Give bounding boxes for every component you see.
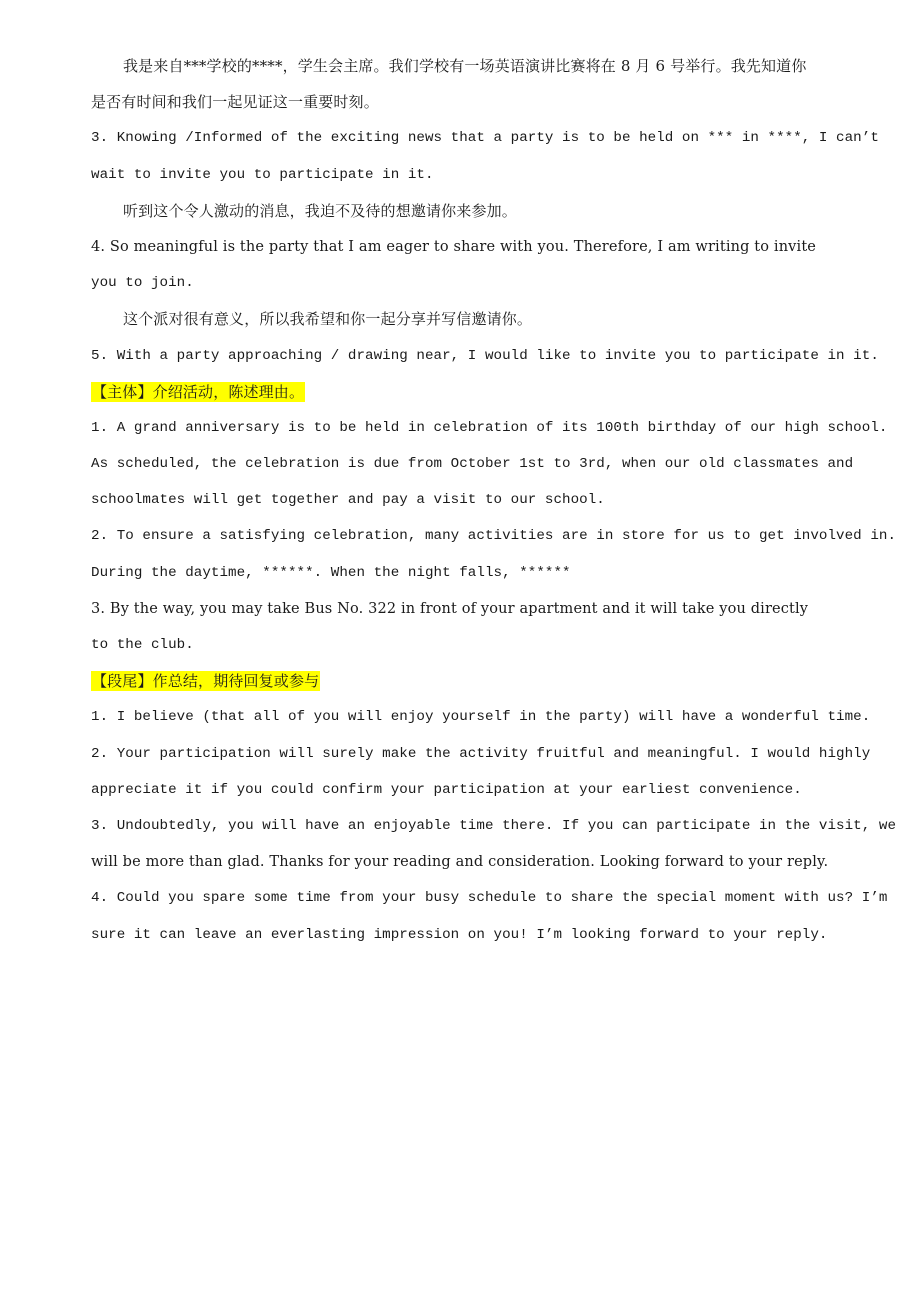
opening-item-5: 5. With a party approaching / drawing near, I would like to invite you to participate in it.: [91, 347, 879, 364]
opening-item-4: 4. So meaningful is the party that I am eager to share with you. Therefore, I am writing to invite: [91, 238, 817, 255]
closing-item-4-cont: sure it can leave an everlasting impression on you! I’m looking forward to your reply.: [91, 926, 828, 943]
body-item-1: 1. A grand anniversary is to be held in celebration of its 100th birthday of our high school.: [91, 419, 888, 436]
body-section-heading-row: [91, 380, 847, 416]
opening-item-4-cont: you to join.: [91, 275, 194, 292]
closing-section-heading-row: [91, 669, 847, 705]
body-item-1-cont: schoolmates will get together and pay a visit to our school.: [91, 492, 605, 509]
body-item-2: 2. To ensure a satisfying celebration, many activities are in store for us to get involved in.: [91, 528, 897, 545]
body-item-2-cont: During the daytime, ******. When the night falls, ******: [91, 564, 571, 581]
closing-item-2-cont: appreciate it if you could confirm your participation at your earliest convenience.: [91, 781, 802, 798]
opening-item-3-cont: wait to invite you to participate in it.: [91, 166, 434, 183]
body-item-3: 3. By the way, you may take Bus No. 322 in front of your apartment and it will take you directly: [91, 600, 809, 617]
closing-item-4: 4. Could you spare some time from your busy schedule to share the special moment with us? I’m: [91, 890, 888, 907]
closing-item-3-cont: will be more than glad. Thanks for your reading and consideration. Looking forward to your reply.: [91, 854, 829, 871]
document-page: [91, 54, 897, 959]
body-section-heading: 【主体】介绍活动，陈述理由。: [92, 382, 305, 401]
closing-section-heading: 【段尾】作总结，期待回复或参与: [92, 672, 320, 691]
opening-item-4-translation: 这个派对很有意义，所以我希望和你一起分享并写信邀请你。: [123, 310, 533, 329]
body-item-3-cont: to the club.: [91, 637, 194, 653]
opening-item-3-translation: 听到这个令人激动的消息，我迫不及待的想邀请你来参加。: [123, 201, 517, 220]
opening-cn-line: 是否有时间和我们一起见证这一重要时刻。: [91, 93, 379, 112]
closing-item-3: 3. Undoubtedly, you will have an enjoyable time there. If you can participate in the visit, we: [91, 817, 897, 834]
opening-item-3: 3. Knowing /Informed of the exciting news that a party is to be held on *** in ****, I can’t: [91, 130, 879, 147]
closing-item-2: 2. Your participation will surely make the activity fruitful and meaningful. I would highly: [91, 745, 871, 762]
body-item-1-cont: As scheduled, the celebration is due from October 1st to 3rd, when our old classmates and: [91, 456, 854, 473]
closing-item-1: 1. I believe (that all of you will enjoy yourself in the party) will have a wonderful time.: [91, 709, 871, 726]
opening-cn-line: 我是来自***学校的****，学生会主席。我们学校有一场英语演讲比赛将在 8 月 6 号举行。我先知道你: [123, 57, 807, 75]
